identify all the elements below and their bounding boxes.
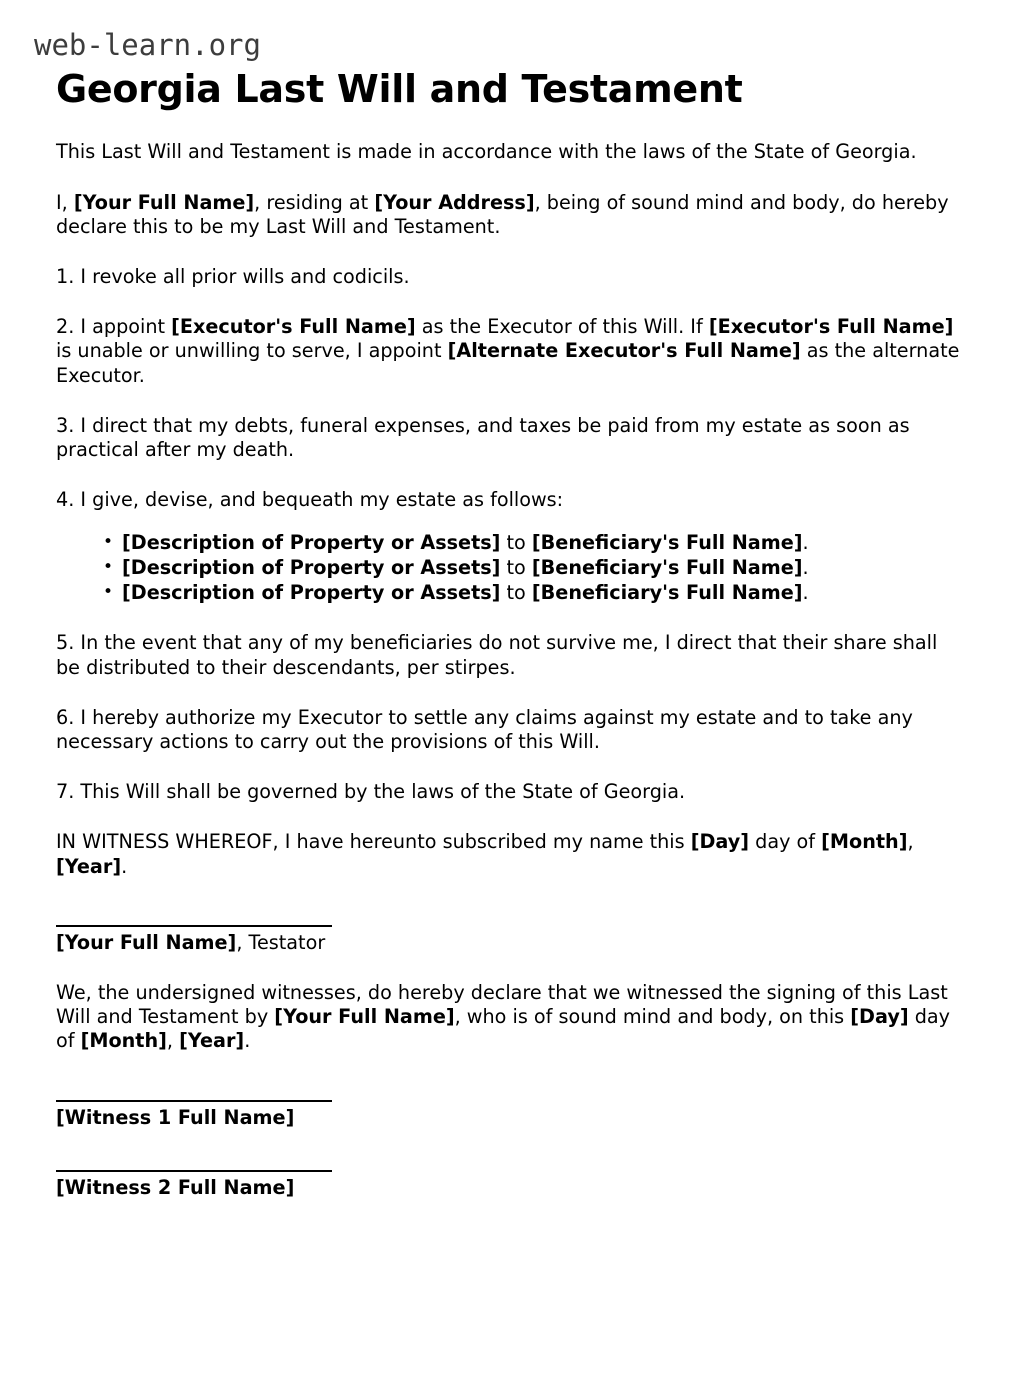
placeholder-day: [Day]	[690, 830, 750, 854]
witness-statement-paragraph	[56, 981, 961, 1054]
site-brand	[0, 0, 1025, 62]
attestation-part2: day of	[749, 830, 822, 854]
bequest-connector: to	[500, 531, 532, 555]
placeholder-year: [Year]	[56, 854, 122, 878]
placeholder-witness-1-full-name: [Witness 1 Full Name]	[56, 1105, 295, 1129]
witness-1-caption	[56, 1106, 961, 1130]
clause-4-intro: 4. I give, devise, and bequeath my estate as follows:	[56, 488, 564, 512]
witness-statement-part5: .	[244, 1029, 251, 1053]
site-brand-text: web-learn.org	[34, 28, 261, 62]
bequest-terminator: .	[802, 556, 809, 580]
testator-role-label: , Testator	[236, 930, 326, 954]
placeholder-beneficiary-full-name: [Beneficiary's Full Name]	[531, 531, 803, 555]
declaration-paragraph	[56, 191, 961, 239]
clause-3: 3. I direct that my debts, funeral expenses, and taxes be paid from my estate as soon as practical after my death.	[56, 413, 910, 462]
clause-7: 7. This Will shall be governed by the laws of the State of Georgia.	[56, 780, 686, 804]
witness-1-signature-block	[56, 1100, 961, 1130]
list-item	[103, 530, 961, 555]
bequest-connector: to	[500, 581, 532, 605]
placeholder-month: [Month]	[821, 830, 908, 854]
clause-1: 1. I revoke all prior wills and codicils.	[56, 265, 410, 289]
attestation-part3: ,	[907, 830, 914, 854]
witness-2-caption	[56, 1176, 961, 1200]
bequest-connector: to	[500, 556, 532, 580]
placeholder-property-description: [Description of Property or Assets]	[122, 581, 501, 605]
attestation-paragraph	[56, 830, 961, 878]
bequest-terminator: .	[802, 531, 809, 555]
attestation-part1: IN WITNESS WHEREOF, I have hereunto subscribed my name this	[56, 830, 691, 854]
clause-2-part2: as the Executor of this Will. If	[415, 315, 709, 339]
placeholder-day: [Day]	[850, 1005, 909, 1029]
placeholder-property-description: [Description of Property or Assets]	[122, 556, 501, 580]
intro-paragraph: This Last Will and Testament is made in accordance with the laws of the State of Georgia.	[56, 140, 917, 164]
witness-2-signature-block	[56, 1170, 961, 1200]
signature-line	[56, 1170, 332, 1172]
placeholder-beneficiary-full-name: [Beneficiary's Full Name]	[531, 581, 803, 605]
document-content	[0, 68, 1025, 1390]
witness-statement-part1: We, the undersigned witnesses, do hereby declare that we witnessed the signing of this Last Will and Testament by	[56, 980, 948, 1029]
list-item	[103, 555, 961, 580]
placeholder-month: [Month]	[80, 1029, 167, 1053]
bottom-spacer	[56, 1200, 961, 1390]
testator-signature-block	[56, 925, 961, 955]
clause-6: 6. I hereby authorize my Executor to settle any claims against my estate and to take any necessary actions to carry out the provisions of this Will.	[56, 705, 913, 754]
signature-line	[56, 925, 332, 927]
clause-5: 5. In the event that any of my beneficiaries do not survive me, I direct that their share shall be distributed to their descendants, per stirpes.	[56, 631, 938, 679]
clause-2-part4: as the alternate Executor.	[56, 339, 960, 387]
placeholder-your-full-name: [Your Full Name]	[274, 1005, 455, 1029]
witness-statement-part3: day of	[56, 1005, 951, 1053]
witness-statement-part4: ,	[166, 1029, 180, 1053]
declaration-middle: , residing at	[254, 190, 375, 214]
placeholder-beneficiary-full-name: [Beneficiary's Full Name]	[531, 556, 803, 580]
clause-2-part1: 2. I appoint	[56, 315, 172, 339]
signature-line	[56, 1100, 332, 1102]
witness-statement-part2: , who is of sound mind and body, on this	[454, 1005, 851, 1029]
testator-signature-caption	[56, 931, 961, 955]
declaration-prefix: I,	[56, 190, 74, 214]
placeholder-witness-2-full-name: [Witness 2 Full Name]	[56, 1175, 295, 1199]
attestation-part4: .	[121, 854, 128, 878]
clause-2	[56, 315, 961, 388]
clause-2-part3: is unable or unwilling to serve, I appoint	[56, 339, 448, 363]
placeholder-alternate-executor-full-name: [Alternate Executor's Full Name]	[447, 339, 801, 363]
placeholder-property-description: [Description of Property or Assets]	[122, 531, 501, 555]
bequest-list	[56, 530, 961, 605]
placeholder-executor-full-name: [Executor's Full Name]	[171, 315, 416, 339]
list-item	[103, 580, 961, 605]
placeholder-your-full-name: [Your Full Name]	[73, 190, 255, 214]
placeholder-your-full-name: [Your Full Name]	[56, 930, 237, 954]
placeholder-year: [Year]	[179, 1029, 245, 1053]
page-title: Georgia Last Will and Testament	[56, 66, 743, 111]
placeholder-executor-full-name-repeat: [Executor's Full Name]	[708, 315, 954, 339]
declaration-suffix: , being of sound mind and body, do hereby declare this to be my Last Will and Testament.	[56, 190, 949, 238]
bequest-terminator: .	[802, 581, 809, 605]
placeholder-your-address: [Your Address]	[374, 190, 535, 214]
